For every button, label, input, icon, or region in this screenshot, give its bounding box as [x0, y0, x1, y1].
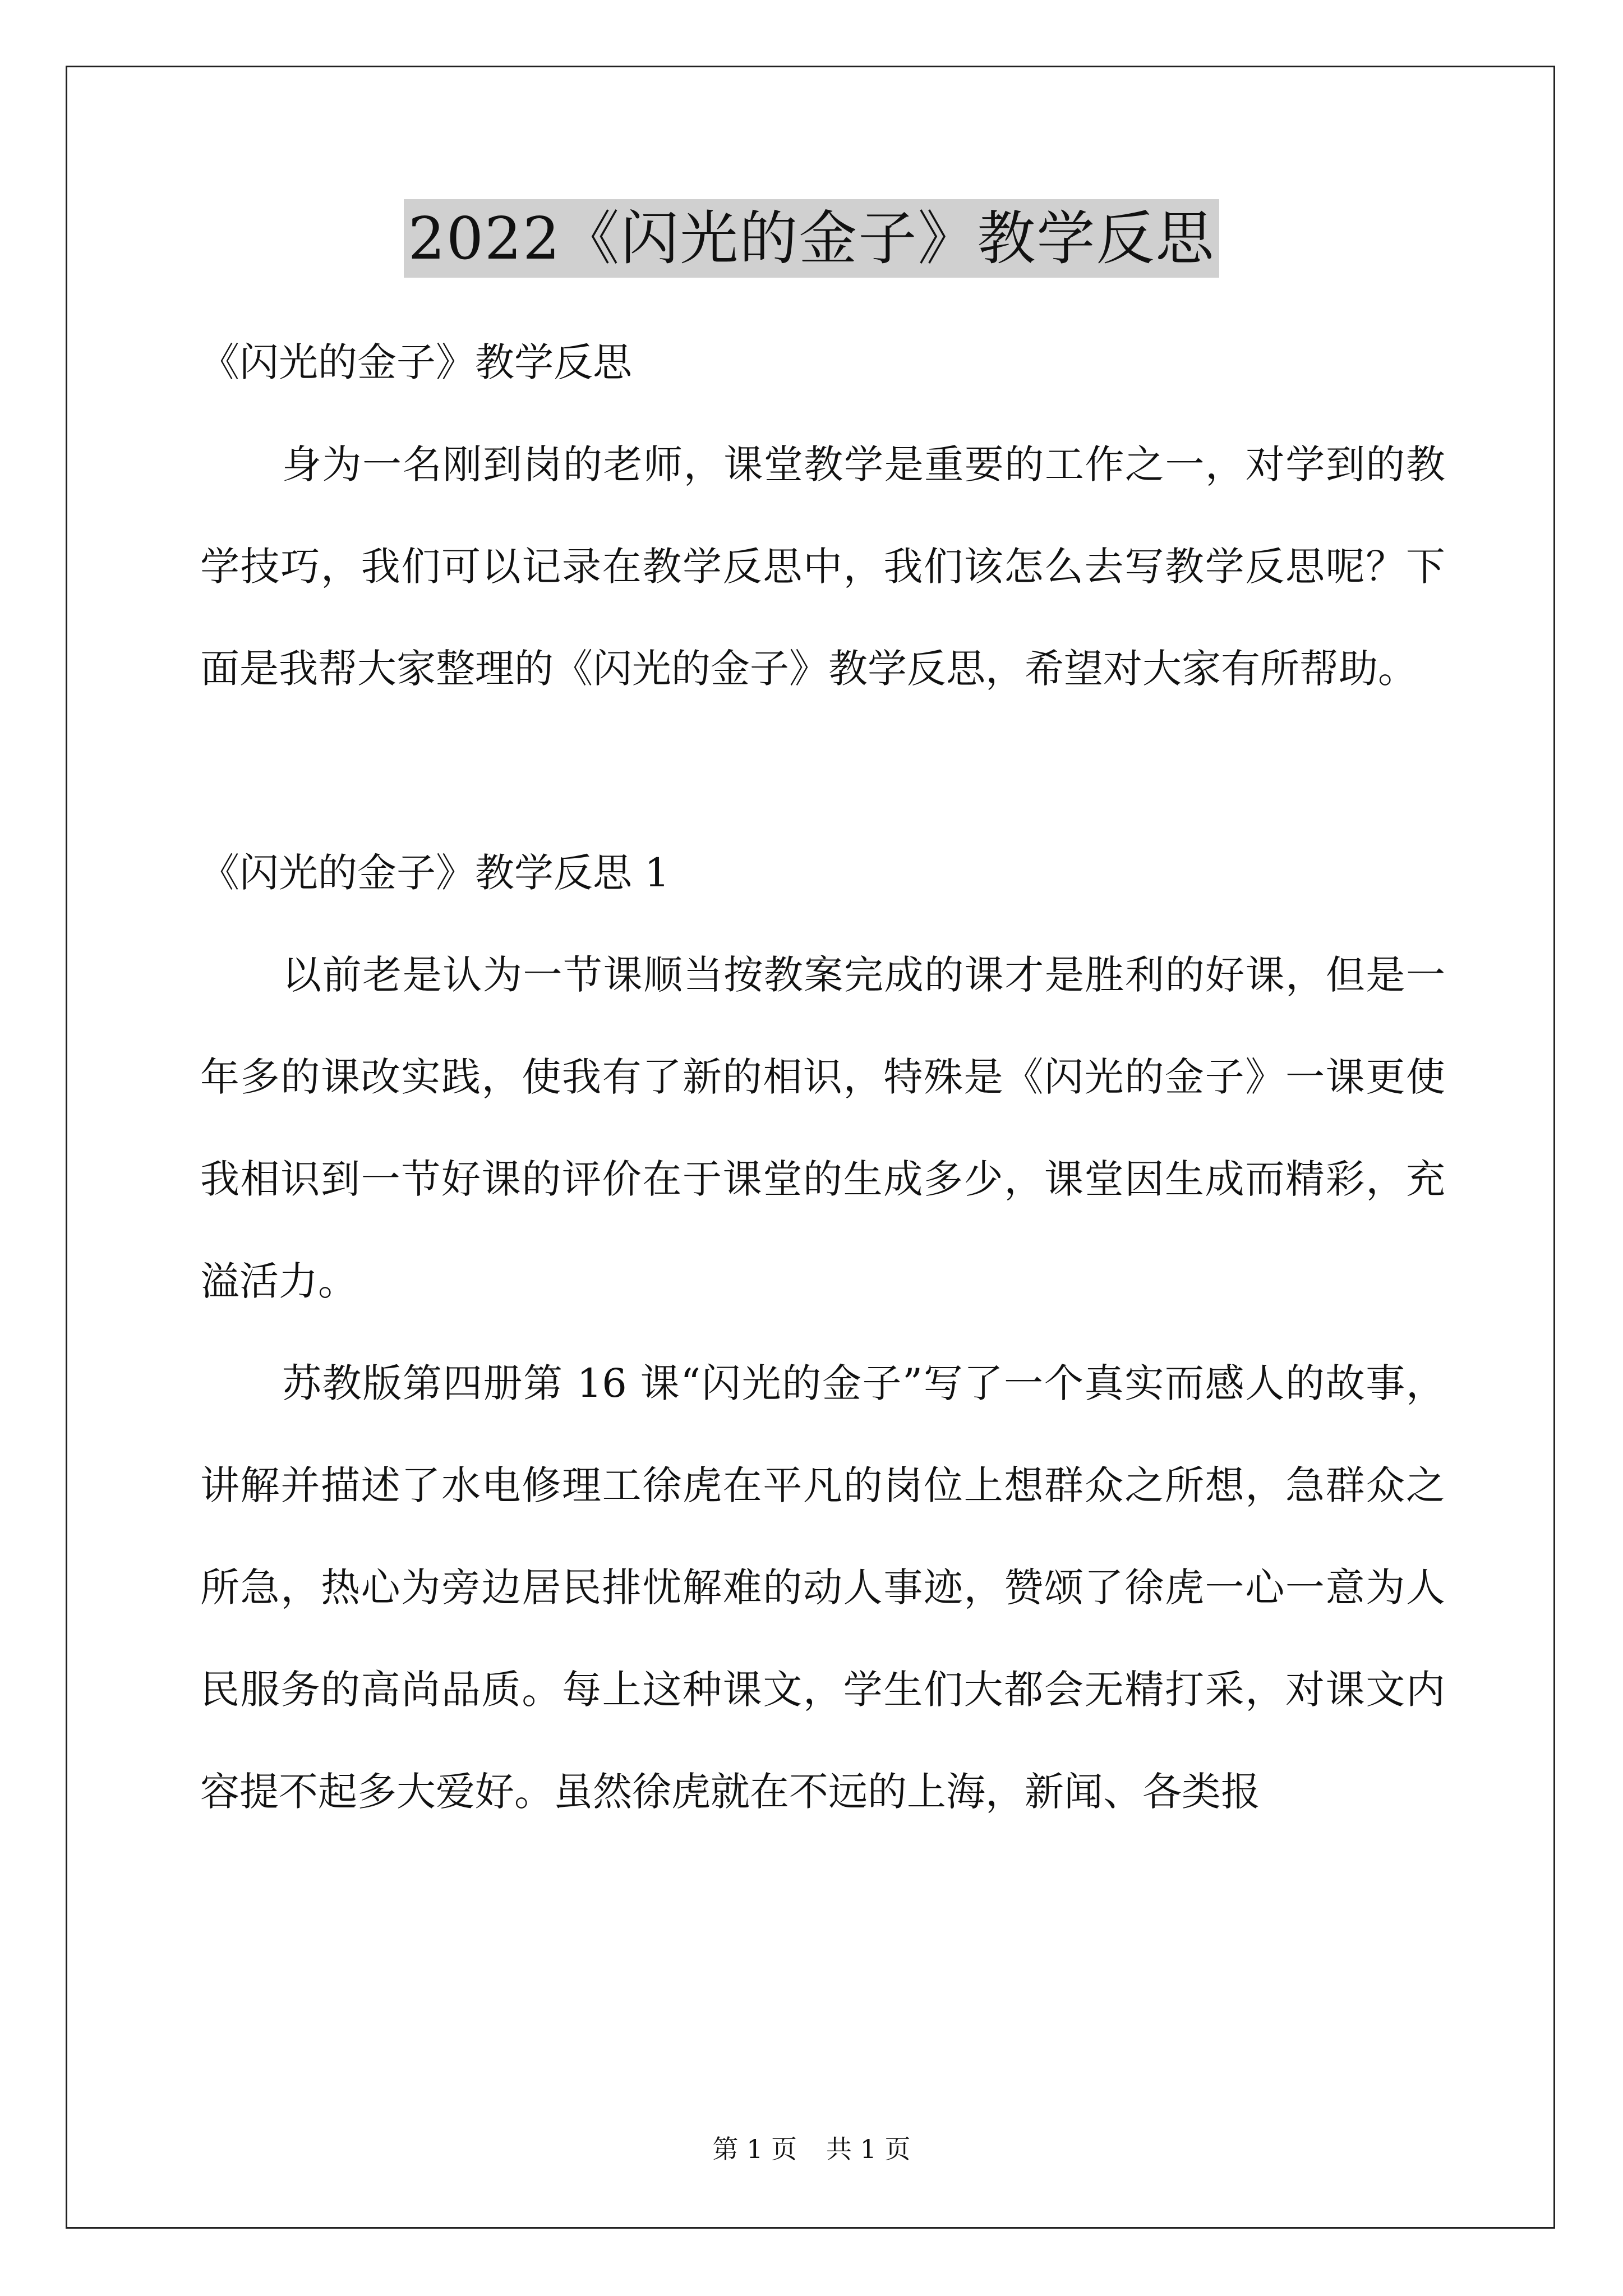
body-paragraph-2: 苏教版第四册第 16 课“闪光的金子”写了一个真实而感人的故事，讲解并描述了水电修理工徐虎在平凡的岗位上想群众之所想，急群众之所急，热心为旁边居民排忧解难的动人事迹，赞颂了徐虎一心一意为人民服务的高尚品质。每上这种课文，学生们大都会无精打采，对课文内容提不起多大爱好。虽然徐虎就在不远的上海，新闻、各类报	[200, 1360, 1445, 1815]
document-subtitle: 《闪光的金子》教学反思	[200, 339, 632, 385]
page-total: 共 1 页	[826, 2134, 911, 2164]
page-footer	[0, 2129, 1623, 2166]
intro-paragraph: 身为一名刚到岗的老师，课堂教学是重要的工作之一，对学到的教学技巧，我们可以记录在教学反思中，我们该怎么去写教学反思呢？下面是我帮大家整理的《闪光的金子》教学反思，希望对大家有所帮助。	[200, 441, 1445, 692]
section-heading: 《闪光的金子》教学反思 1	[200, 850, 670, 896]
document-title: 2022《闪光的金子》教学反思	[404, 199, 1220, 278]
body-paragraph-1: 以前老是认为一节课顺当按教案完成的课才是胜利的好课，但是一年多的课改实践，使我有了新的相识，特殊是《闪光的金子》一课更使我相识到一节好课的评价在于课堂的生成多少，课堂因生成而精彩，充溢活力。	[200, 952, 1445, 1304]
blank-line	[200, 720, 1445, 822]
page-number: 第 1 页	[712, 2134, 797, 2164]
document-body	[200, 311, 1445, 1843]
title-block	[0, 199, 1623, 278]
